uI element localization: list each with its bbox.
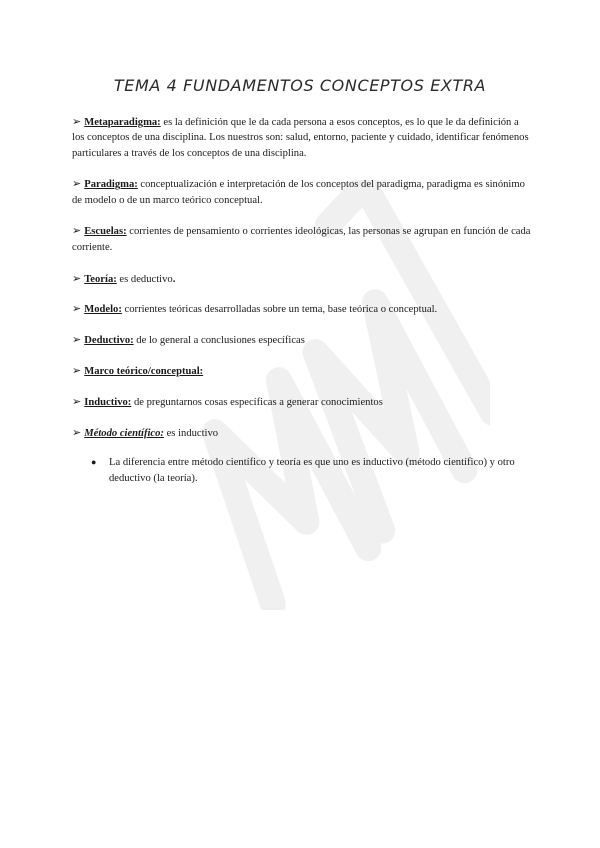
entry-escuelas — [72, 223, 532, 255]
entry-metaparadigma — [72, 114, 532, 161]
entry-inductivo — [72, 394, 532, 410]
bullet-item — [91, 455, 532, 486]
entry-metodo-cientifico — [72, 425, 532, 441]
entry-text: de preguntarnos cosas específicas a generar conocimientos — [131, 396, 383, 408]
entry-text: conceptualización e interpretación de los conceptos del paradigma, paradigma es sinónimo de modelo o de un marco teórico conceptual. — [72, 179, 525, 206]
entry-term: Paradigma: — [84, 179, 138, 191]
arrow-bullet-icon: ➢ — [72, 363, 82, 377]
entry-text: de lo general a conclusiones específicas — [133, 335, 305, 347]
entry-term: Deductivo: — [84, 335, 134, 347]
arrow-bullet-icon: ➢ — [72, 302, 82, 316]
entry-text: corrientes de pensamiento o corrientes ideológicas, las personas se agrupan en función de cada corriente. — [72, 226, 531, 253]
arrow-bullet-icon: ➢ — [72, 425, 82, 439]
arrow-bullet-icon: ➢ — [72, 115, 82, 128]
arrow-bullet-icon: ➢ — [72, 177, 82, 191]
document-body — [72, 114, 532, 486]
bullet-dot-icon: ● — [91, 457, 97, 468]
entry-term: Marco teórico/conceptual: — [84, 365, 204, 377]
document-title: TEMA 4 FUNDAMENTOS CONCEPTOS EXTRA — [113, 76, 487, 95]
arrow-bullet-icon: ➢ — [72, 394, 82, 408]
entry-paradigma — [72, 176, 532, 208]
entry-teoria — [72, 271, 532, 287]
arrow-bullet-icon: ➢ — [72, 224, 82, 238]
entry-text: corrientes teóricas desarrolladas sobre un tema, base teórica o conceptual. — [121, 304, 438, 316]
entry-text: es deductivo — [116, 273, 173, 285]
entry-trailing-period: . — [172, 273, 176, 285]
entry-term: Escuelas: — [84, 226, 127, 238]
entry-text: es inductivo — [163, 427, 219, 439]
entry-term: Método científico: — [84, 427, 164, 439]
bullet-text: La diferencia entre método científico y teoría es que uno es inductivo (método científico) y otro deductivo (la teoría). — [109, 457, 515, 484]
entry-text: es la definición que le da cada persona a esos conceptos, es lo que le da definición a los conceptos de una disciplina. Los nuestros son: salud, entorno, paciente y cuidado, identificar fenómenos particulares a través de los conceptos de una disciplina. — [72, 117, 529, 159]
bullet-list — [72, 455, 532, 486]
entry-term: Teoría: — [84, 273, 117, 285]
entry-term: Modelo: — [84, 304, 122, 316]
arrow-bullet-icon: ➢ — [72, 271, 82, 285]
arrow-bullet-icon: ➢ — [72, 333, 82, 347]
entry-deductivo — [72, 332, 532, 348]
entry-term: Metaparadigma: — [84, 117, 161, 128]
entry-marco-teorico — [72, 363, 532, 379]
entry-modelo — [72, 301, 532, 317]
entry-term: Inductivo: — [84, 396, 132, 408]
